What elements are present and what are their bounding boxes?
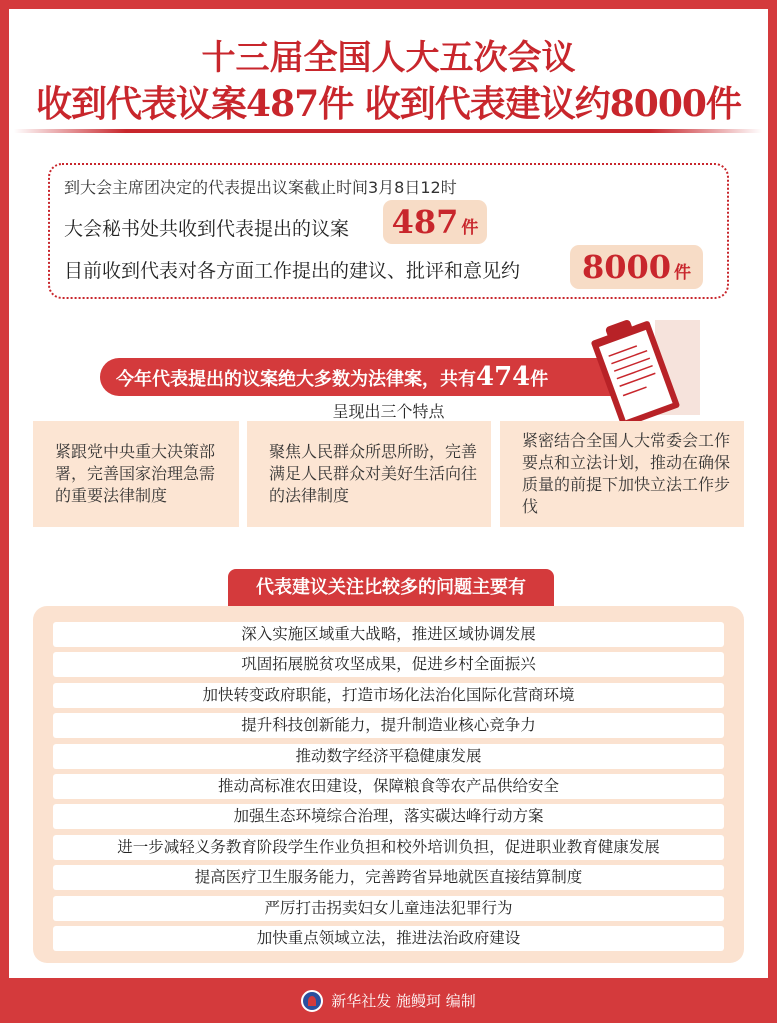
bills-unit: 件: [461, 218, 479, 238]
issue-item: 提高医疗卫生服务能力，完善跨省异地就医直接结算制度: [53, 865, 724, 890]
title-divider: [14, 129, 762, 133]
issue-item: 深入实施区域重大战略，推进区域协调发展: [53, 622, 724, 647]
feature-text: 紧密结合全国人大常委会工作要点和立法计划，推动在确保质量的前提下加快立法工作步伐: [522, 431, 731, 516]
suggestions-text: 目前收到代表对各方面工作提出的建议、批评和意见约: [64, 260, 521, 282]
footer: [0, 978, 777, 1023]
bills-text: 大会秘书处共收到代表提出的议案: [64, 218, 350, 240]
legislative-unit: 件: [530, 369, 549, 390]
issue-item: 推动高标准农田建设，保障粮食等农产品供给安全: [53, 774, 724, 799]
feature-card: [247, 421, 491, 527]
legislative-banner-text: 今年代表提出的议案绝大多数为法律案，共有: [116, 369, 476, 390]
issue-item: 巩固拓展脱贫攻坚成果，促进乡村全面振兴: [53, 652, 724, 677]
title-line-1: 十三届全国人大五次会议: [201, 38, 576, 78]
suggestions-unit: 件: [674, 263, 692, 283]
issue-item: 加快转变政府职能，打造市场化法治化国际化营商环境: [53, 683, 724, 708]
legislative-banner: [100, 358, 620, 396]
legislative-count: 474: [476, 362, 531, 392]
feature-card: [500, 421, 744, 527]
issue-item: 加强生态环境综合治理，落实碳达峰行动方案: [53, 804, 724, 829]
feature-text: 聚焦人民群众所思所盼，完善满足人民群众对美好生活向往的法律制度: [269, 442, 478, 505]
issue-item: 提升科技创新能力，提升制造业核心竞争力: [53, 713, 724, 738]
deadline-text: 到大会主席团决定的代表提出议案截止时间3月8日12时: [64, 178, 457, 197]
issue-item: 进一步减轻义务教育阶段学生作业负担和校外培训负担，促进职业教育健康发展: [53, 835, 724, 860]
title-line-2: 收到代表议案487件 收到代表建议约8000件: [36, 83, 741, 125]
feature-text: 紧跟党中央重大决策部署，完善国家治理急需的重要法律制度: [55, 442, 216, 505]
issue-item: 严厉打击拐卖妇女儿童违法犯罪行为: [53, 896, 724, 921]
footer-credit: 新华社发 施鳗珂 编制: [331, 992, 476, 1010]
issues-banner: 代表建议关注比较多的问题主要有: [228, 569, 554, 606]
suggestions-count-badge: [570, 245, 703, 289]
feature-card: [33, 421, 239, 527]
suggestions-count: 8000: [581, 248, 672, 286]
issue-item: 推动数字经济平稳健康发展: [53, 744, 724, 769]
features-subtitle: 呈现出三个特点: [332, 402, 445, 421]
xinhua-logo-icon: [301, 990, 323, 1012]
issue-item: 加快重点领域立法，推进法治政府建设: [53, 926, 724, 951]
bills-count: 487: [391, 203, 459, 241]
bills-count-badge: [383, 200, 487, 244]
